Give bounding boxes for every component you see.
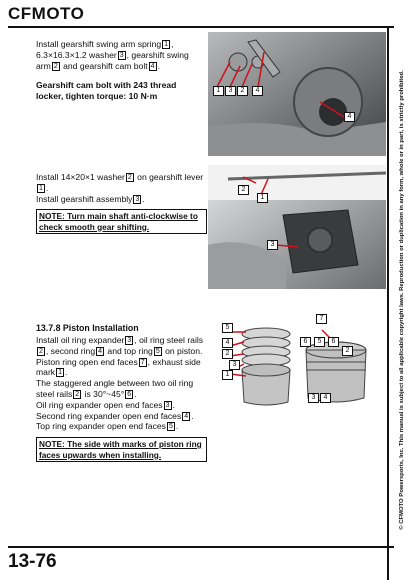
callout-1: 1 [222, 370, 233, 380]
section2-text: Install 14×20×1 washer 2 on gearshift lever1 . Install gearshift assembly 3 . [36, 172, 204, 204]
callout-3: 3 [225, 86, 236, 96]
gearshift-cam-photo [208, 32, 386, 156]
callout-7: 7 [316, 314, 327, 324]
copyright-notice: © CFMOTO Powersports, Inc. This manual is subject to all applicable copyright laws. Reproduction or duplication in any form, whole or in part, is strictly prohibited. [399, 70, 405, 530]
page-number: 13-76 [8, 551, 57, 572]
callout-5: 5 [222, 323, 233, 333]
callout-2: 2 [237, 86, 248, 96]
callout-1: 1 [213, 86, 224, 96]
note-piston-ring: NOTE: The side with marks of piston ring faces upwards when installing. [36, 437, 207, 462]
brand-header: CFMOTO [8, 4, 85, 23]
callout-4b: 4 [344, 112, 355, 122]
section3-text: Install oil ring expander 3 , oil ring steel rails2 , second ring 4 and top ring 5 on piston. Piston ring open end faces 7 , exhaust side mark 1 . The staggered angle between two oil ring steel rails 2 is 30°~45° 6 . Oil ring expander open end faces 3 . Second ring expander open end faces 4 . Top ring expander open end faces 5 . [36, 335, 204, 432]
piston-ring-diagram [216, 310, 382, 410]
callout-4: 4 [252, 86, 263, 96]
note-main-shaft: NOTE: Turn main shaft anti-clockwise to check smooth gear shifting. [36, 209, 207, 234]
callout-3b: 3 [308, 393, 319, 403]
callout-4: 4 [222, 338, 233, 348]
callout-6b: 6 [328, 337, 339, 347]
callout-2b: 2 [342, 346, 353, 356]
callout-5b: 5 [314, 337, 325, 347]
header-rule [8, 26, 394, 28]
callout-4b: 4 [320, 393, 331, 403]
callout-6a: 6 [300, 337, 311, 347]
callout-3: 3 [267, 240, 278, 250]
gearshift-assembly-photo [208, 165, 386, 289]
callout-3: 3 [229, 360, 240, 370]
callout-2: 2 [222, 349, 233, 359]
callout-2: 2 [238, 185, 249, 195]
section1-text: Install gearshift swing arm spring 1 , 6.3×16.3×1.2 washer 3 , gearshift swing arm 2 and gearshift cam bolt 4 . [36, 39, 189, 71]
section-title: 13.7.8 Piston Installation [36, 323, 139, 333]
callout-1: 1 [257, 193, 268, 203]
piston-illustration [216, 310, 382, 410]
footer-rule [8, 546, 394, 548]
gearshift-assembly-illustration [208, 165, 386, 289]
torque-spec: Gearshift cam bolt with 243 thread locker, tighten torque: 10 N·m [36, 80, 177, 101]
